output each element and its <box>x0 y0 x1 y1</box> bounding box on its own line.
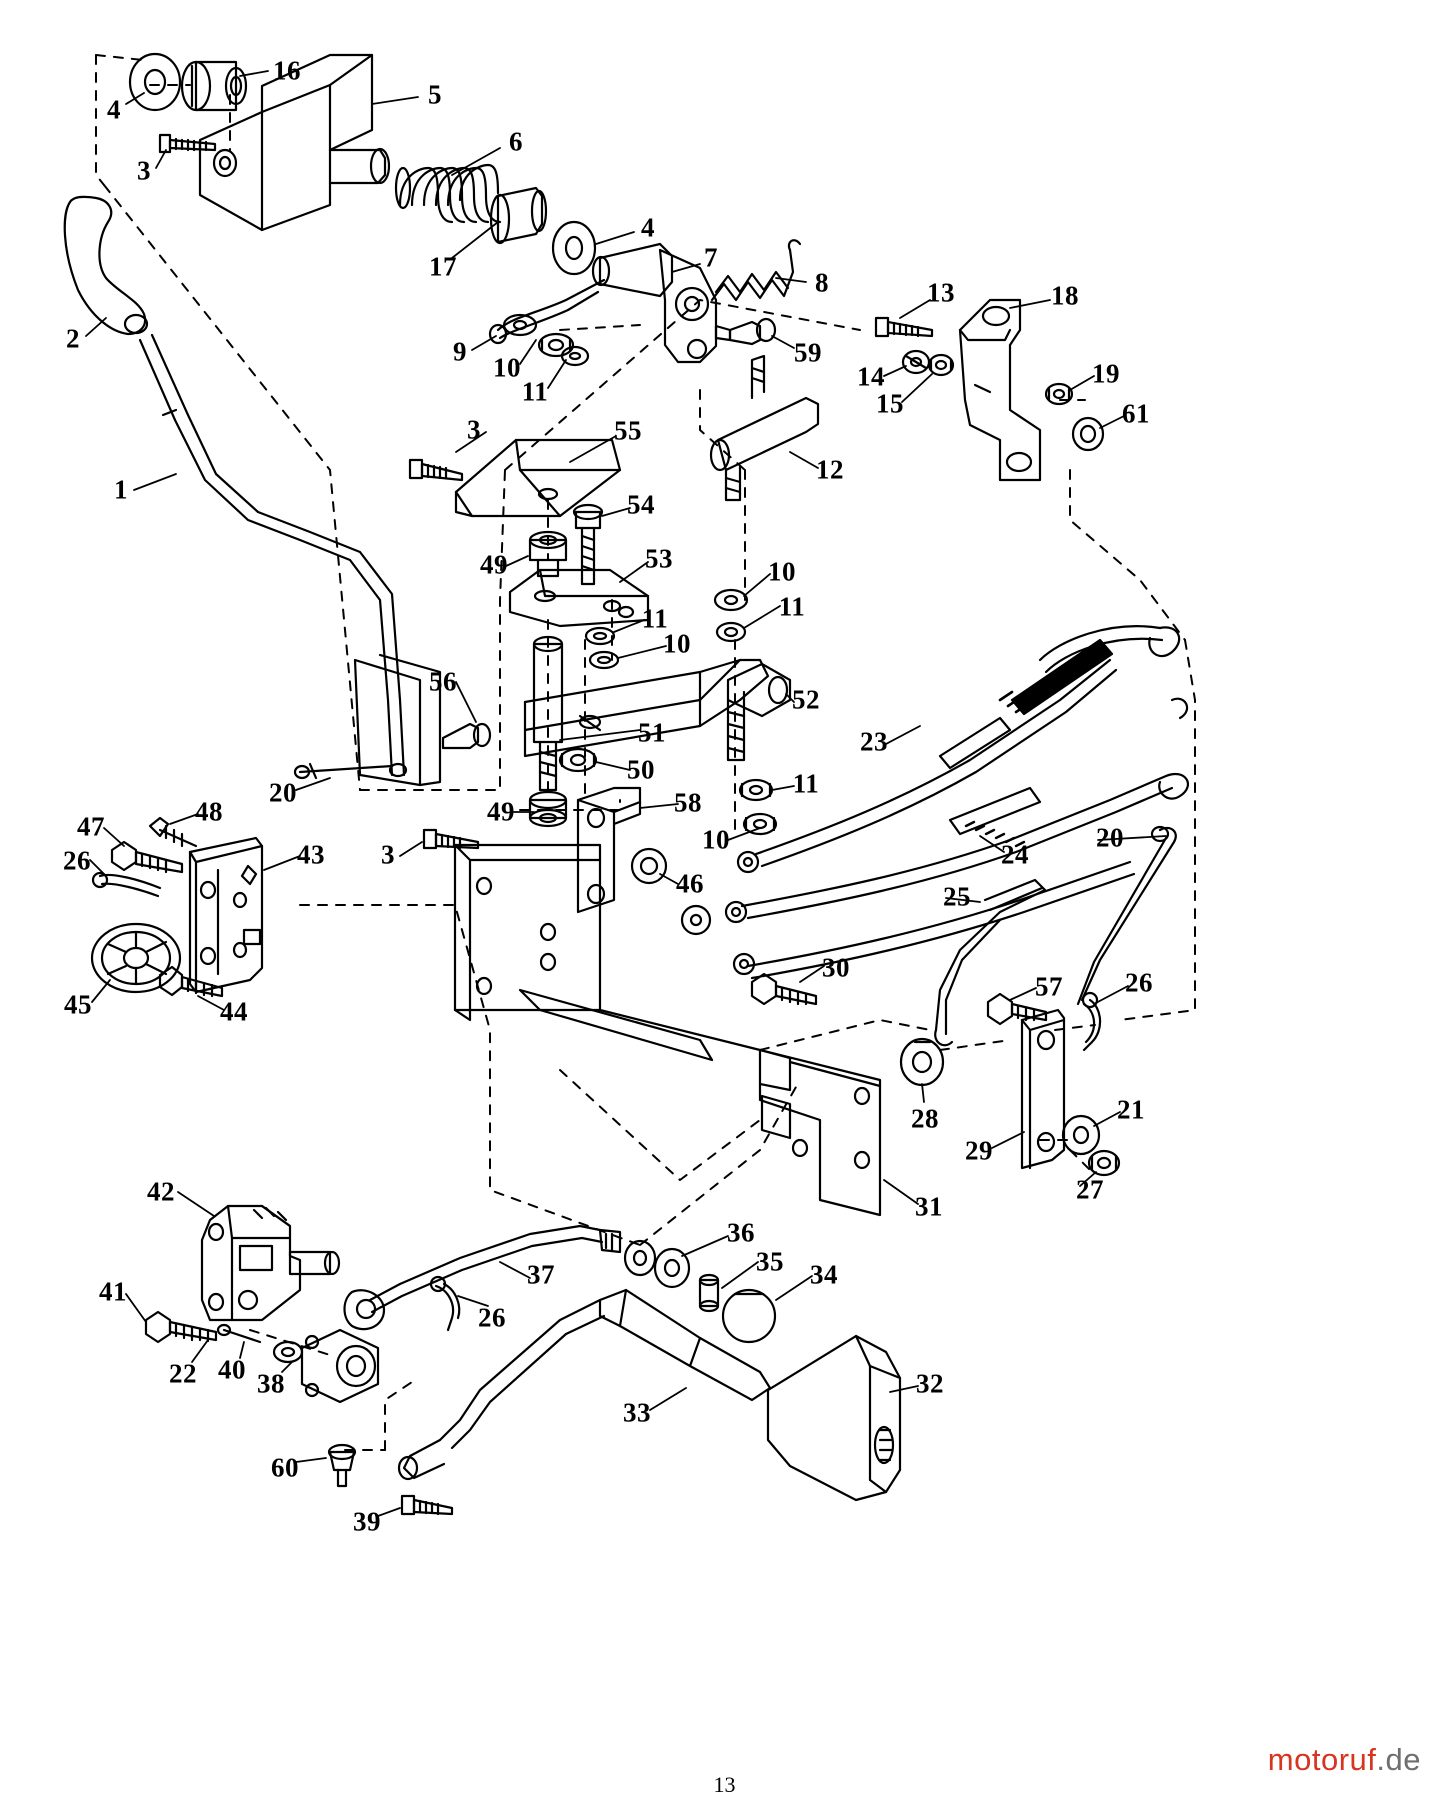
callout-number: 34 <box>810 1259 838 1290</box>
part-41-bolt <box>146 1312 216 1342</box>
part-14-lockwasher <box>903 351 929 373</box>
part-18-bracket <box>960 300 1040 480</box>
part-11-nut-a <box>539 334 588 365</box>
part-1-rod <box>140 335 404 775</box>
part-39-screw <box>402 1496 452 1514</box>
callout-number: 59 <box>794 337 822 368</box>
callout-number: 36 <box>727 1217 755 1248</box>
callout-number: 39 <box>353 1506 381 1537</box>
part-2-handle <box>65 197 147 334</box>
callout-number: 1 <box>114 474 128 505</box>
callout-number: 11 <box>778 591 806 622</box>
callout-number: 20 <box>1096 822 1124 853</box>
part-55-plate <box>456 440 620 516</box>
part-17-spacer <box>491 188 546 243</box>
callout-number: 12 <box>816 454 844 485</box>
callout-number: 15 <box>876 388 904 419</box>
callout-number: 6 <box>509 126 523 157</box>
part-9-cotter-pin <box>490 280 604 343</box>
callout-number: 3 <box>137 155 151 186</box>
callout-number: 20 <box>269 777 297 808</box>
callout-number: 11 <box>641 603 669 634</box>
callout-leaders <box>86 71 1166 1516</box>
callout-number: 8 <box>815 267 829 298</box>
assembly-dash-lines <box>96 55 1195 1450</box>
callout-number: 35 <box>756 1246 784 1277</box>
callout-number: 21 <box>1117 1094 1145 1125</box>
callout-number: 27 <box>1076 1174 1104 1205</box>
part-46-bushing <box>632 849 666 883</box>
part-13-bolt <box>876 318 932 336</box>
callout-number: 18 <box>1051 280 1079 311</box>
callout-number: 4 <box>641 212 655 243</box>
part-21-washer <box>1063 1116 1099 1154</box>
part-20-pin-left <box>295 764 392 778</box>
callout-number: 31 <box>915 1191 943 1222</box>
part-52-link <box>728 664 790 760</box>
callout-number: 33 <box>623 1397 651 1428</box>
callout-number: 41 <box>99 1276 127 1307</box>
callout-number: 3 <box>381 839 395 870</box>
callout-number: 30 <box>822 952 850 983</box>
part-11-washer-right <box>717 623 745 641</box>
callout-number: 50 <box>627 754 655 785</box>
part-10-nut-52 <box>744 814 776 834</box>
part-15-nut <box>929 355 953 375</box>
callout-number: 47 <box>77 811 105 842</box>
callout-number: 51 <box>638 717 666 748</box>
part-38-bearing <box>302 1330 378 1402</box>
part-11-nut-52 <box>740 780 772 800</box>
part-26-cotter-pedal <box>431 1277 459 1330</box>
callout-number: 60 <box>271 1452 299 1483</box>
callout-number: 49 <box>480 549 508 580</box>
callout-number: 7 <box>704 242 718 273</box>
callout-number: 43 <box>297 839 325 870</box>
part-60-plug <box>329 1445 355 1486</box>
part-42-pedal-bracket <box>202 1206 339 1320</box>
callout-number: 25 <box>943 881 971 912</box>
part-4-washer-second <box>553 222 595 274</box>
callout-number: 46 <box>676 868 704 899</box>
part-19-nut <box>1046 384 1072 404</box>
part-11-washer-53 <box>586 628 614 644</box>
callout-number: 42 <box>147 1176 175 1207</box>
callout-number: 44 <box>220 996 248 1027</box>
callout-number: 14 <box>857 361 885 392</box>
callout-number: 26 <box>63 845 91 876</box>
part-22-pin <box>218 1325 260 1342</box>
part-33-pedal-arm <box>399 1290 770 1479</box>
callout-number: 57 <box>1035 971 1063 1002</box>
callout-number: 56 <box>429 666 457 697</box>
part-4-washer-top <box>130 54 180 110</box>
callout-number: 19 <box>1092 358 1120 389</box>
part-24-cable-lower <box>734 862 1134 978</box>
part-34-knob <box>723 1290 775 1342</box>
part-10-washer-right <box>715 590 747 610</box>
part-8-spring <box>712 240 800 300</box>
callout-number: 52 <box>792 684 820 715</box>
part-29-bracket <box>1022 1010 1064 1168</box>
callout-number: 17 <box>429 251 457 282</box>
part-6-spring <box>396 165 500 222</box>
callout-number: 38 <box>257 1368 285 1399</box>
part-16-bushing <box>182 62 246 110</box>
part-50-nut <box>560 749 596 771</box>
callout-number: 13 <box>927 277 955 308</box>
callout-number: 40 <box>218 1354 246 1385</box>
part-27-nut <box>1089 1151 1119 1175</box>
callout-number: 61 <box>1122 398 1150 429</box>
callout-number: 10 <box>663 628 691 659</box>
callout-number: 11 <box>521 376 549 407</box>
watermark-main: motoruf <box>1267 1742 1377 1777</box>
callout-number: 5 <box>428 79 442 110</box>
callout-number: 32 <box>916 1368 944 1399</box>
part-28-bushing <box>901 1039 943 1085</box>
part-32-pedal-pad <box>768 1336 900 1500</box>
callout-number: 22 <box>169 1358 197 1389</box>
watermark <box>1268 1742 1421 1778</box>
callout-number: 48 <box>195 796 223 827</box>
part-26-cotter-left <box>93 873 160 896</box>
part-61-grommet <box>1073 418 1103 450</box>
callout-number: 24 <box>1001 839 1029 870</box>
part-cable-eye-46 <box>682 906 710 934</box>
part-45-pulley <box>92 924 180 992</box>
part-3-screw-55 <box>410 460 462 480</box>
callout-number: 55 <box>614 415 642 446</box>
callout-number: 9 <box>453 336 467 367</box>
callout-number: 58 <box>674 787 702 818</box>
callout-number: 4 <box>107 94 121 125</box>
part-36-washers <box>625 1241 689 1287</box>
part-10-washer-53 <box>590 652 618 668</box>
callout-number: 53 <box>645 543 673 574</box>
callout-number: 29 <box>965 1135 993 1166</box>
callout-number: 11 <box>792 768 820 799</box>
part-43-bracket <box>190 838 262 992</box>
callout-number: 10 <box>702 824 730 855</box>
page-number: 13 <box>713 1772 736 1797</box>
callout-number: 37 <box>527 1259 555 1290</box>
part-53-plate <box>510 570 648 626</box>
callout-number: 10 <box>493 352 521 383</box>
part-40-washer <box>274 1342 302 1362</box>
part-12-rod <box>711 356 818 500</box>
callout-number: 16 <box>273 55 301 86</box>
part-54-bolt <box>574 505 602 584</box>
callout-number: 2 <box>66 323 80 354</box>
callout-number: 3 <box>467 414 481 445</box>
callout-number: 54 <box>627 489 655 520</box>
part-59-bolt <box>716 319 775 344</box>
part-56-screw <box>443 724 490 748</box>
part-35-spacer <box>700 1275 718 1311</box>
callout-number: 49 <box>487 796 515 827</box>
callout-number: 10 <box>768 556 796 587</box>
callout-number: 23 <box>860 726 888 757</box>
callout-number: 45 <box>64 989 92 1020</box>
part-31-frame <box>455 845 880 1215</box>
watermark-tld: .de <box>1376 1742 1421 1777</box>
callout-number: 28 <box>911 1103 939 1134</box>
part-58-bracket <box>578 788 640 912</box>
callout-number: 26 <box>478 1302 506 1333</box>
callout-number: 26 <box>1125 967 1153 998</box>
part-47-shoulder-bolt <box>112 842 182 872</box>
